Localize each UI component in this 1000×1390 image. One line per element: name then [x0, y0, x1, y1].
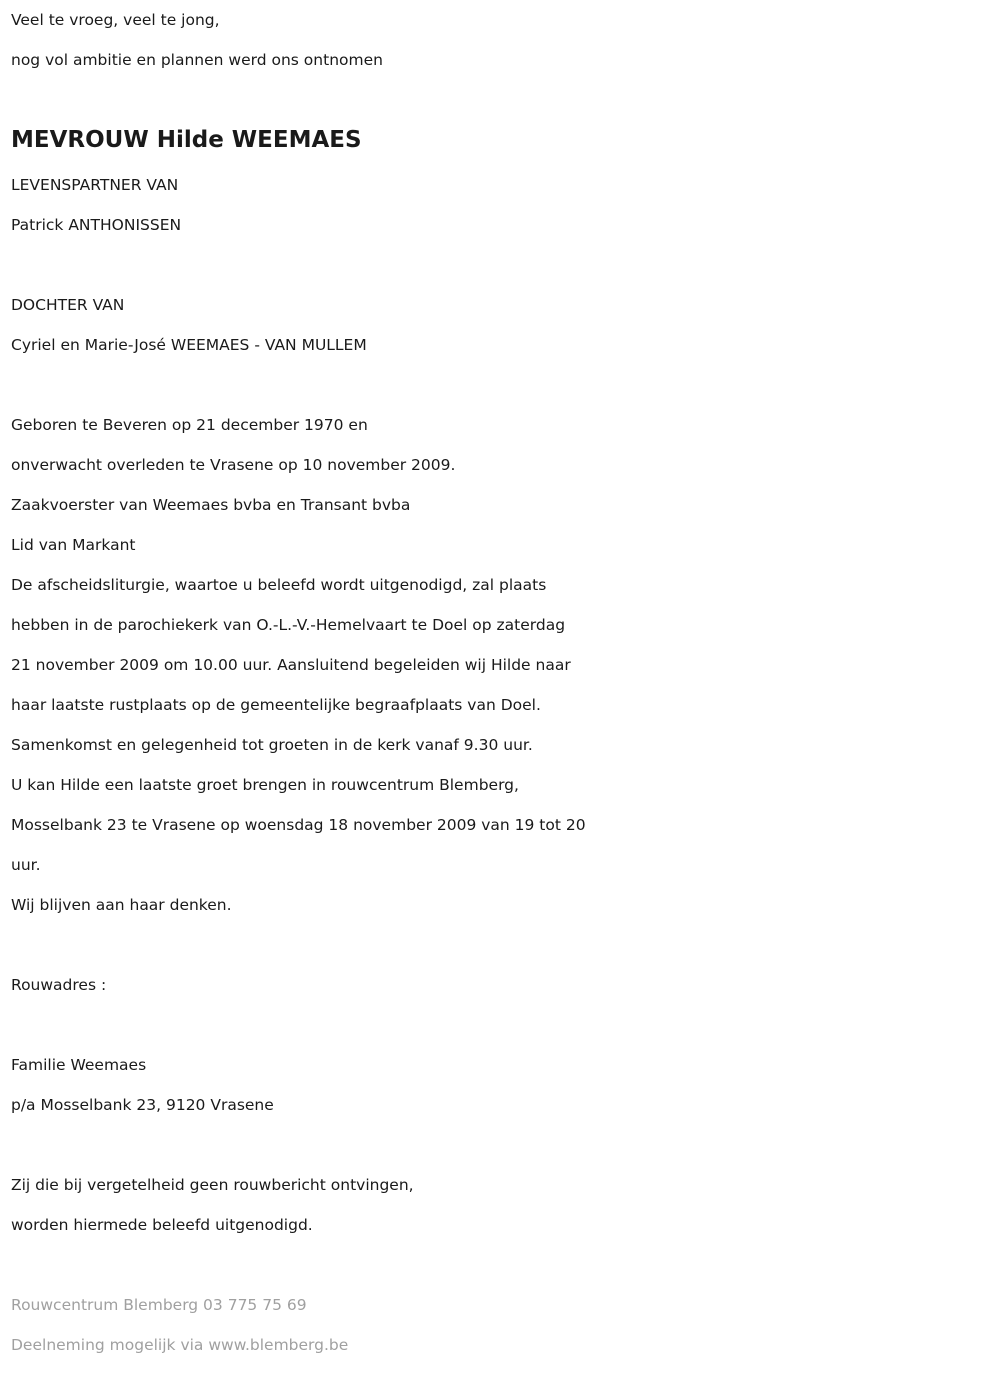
body-line: Zaakvoerster van Weemaes bvba en Transant bvba	[11, 496, 411, 514]
parents-names: Cyriel en Marie-José WEEMAES - VAN MULLEM	[11, 336, 367, 354]
body-line: uur.	[11, 856, 41, 874]
address-family: Familie Weemaes	[11, 1056, 147, 1074]
footer-condolence-link: Deelneming mogelijk via www.blemberg.be	[11, 1336, 349, 1354]
footer-funeral-home: Rouwcentrum Blemberg 03 775 75 69	[11, 1296, 307, 1314]
spacer	[11, 80, 996, 115]
body-line: 21 november 2009 om 10.00 uur. Aansluitend begeleiden wij Hilde naar	[11, 656, 571, 674]
partner-name: Patrick ANTHONISSEN	[11, 216, 182, 234]
obituary-notice	[11, 0, 996, 1365]
body-paragraph	[11, 405, 996, 925]
body-line: Lid van Markant	[11, 536, 136, 554]
partner-label: LEVENSPARTNER VAN	[11, 176, 179, 194]
body-line: De afscheidsliturgie, waartoe u beleefd wordt uitgenodigd, zal plaats	[11, 576, 547, 594]
parents-label: DOCHTER VAN	[11, 296, 125, 314]
closing-line-2: worden hiermede beleefd uitgenodigd.	[11, 1216, 313, 1234]
deceased-name: MEVROUW Hilde WEEMAES	[11, 127, 362, 153]
spacer	[11, 1125, 996, 1165]
spacer	[11, 365, 996, 405]
body-line: Geboren te Beveren op 21 december 1970 en	[11, 416, 368, 434]
closing-line-1: Zij die bij vergetelheid geen rouwbericht ontvingen,	[11, 1176, 414, 1194]
body-line: Samenkomst en gelegenheid tot groeten in de kerk vanaf 9.30 uur.	[11, 736, 533, 754]
intro-line-2: nog vol ambitie en plannen werd ons ontnomen	[11, 51, 383, 69]
spacer	[11, 245, 996, 285]
intro-line-1: Veel te vroeg, veel te jong,	[11, 11, 220, 29]
spacer	[11, 925, 996, 965]
address-label: Rouwadres :	[11, 976, 107, 994]
body-line: Mosselbank 23 te Vrasene op woensdag 18 november 2009 van 19 tot 20	[11, 816, 586, 834]
body-line: haar laatste rustplaats op de gemeentelijke begraafplaats van Doel.	[11, 696, 541, 714]
body-line: U kan Hilde een laatste groet brengen in rouwcentrum Blemberg,	[11, 776, 519, 794]
body-line: onverwacht overleden te Vrasene op 10 november 2009.	[11, 456, 456, 474]
body-line: hebben in de parochiekerk van O.-L.-V.-Hemelvaart te Doel op zaterdag	[11, 616, 566, 634]
body-line: Wij blijven aan haar denken.	[11, 896, 232, 914]
spacer	[11, 1005, 996, 1045]
spacer	[11, 1245, 996, 1285]
address-street: p/a Mosselbank 23, 9120 Vrasene	[11, 1096, 274, 1114]
